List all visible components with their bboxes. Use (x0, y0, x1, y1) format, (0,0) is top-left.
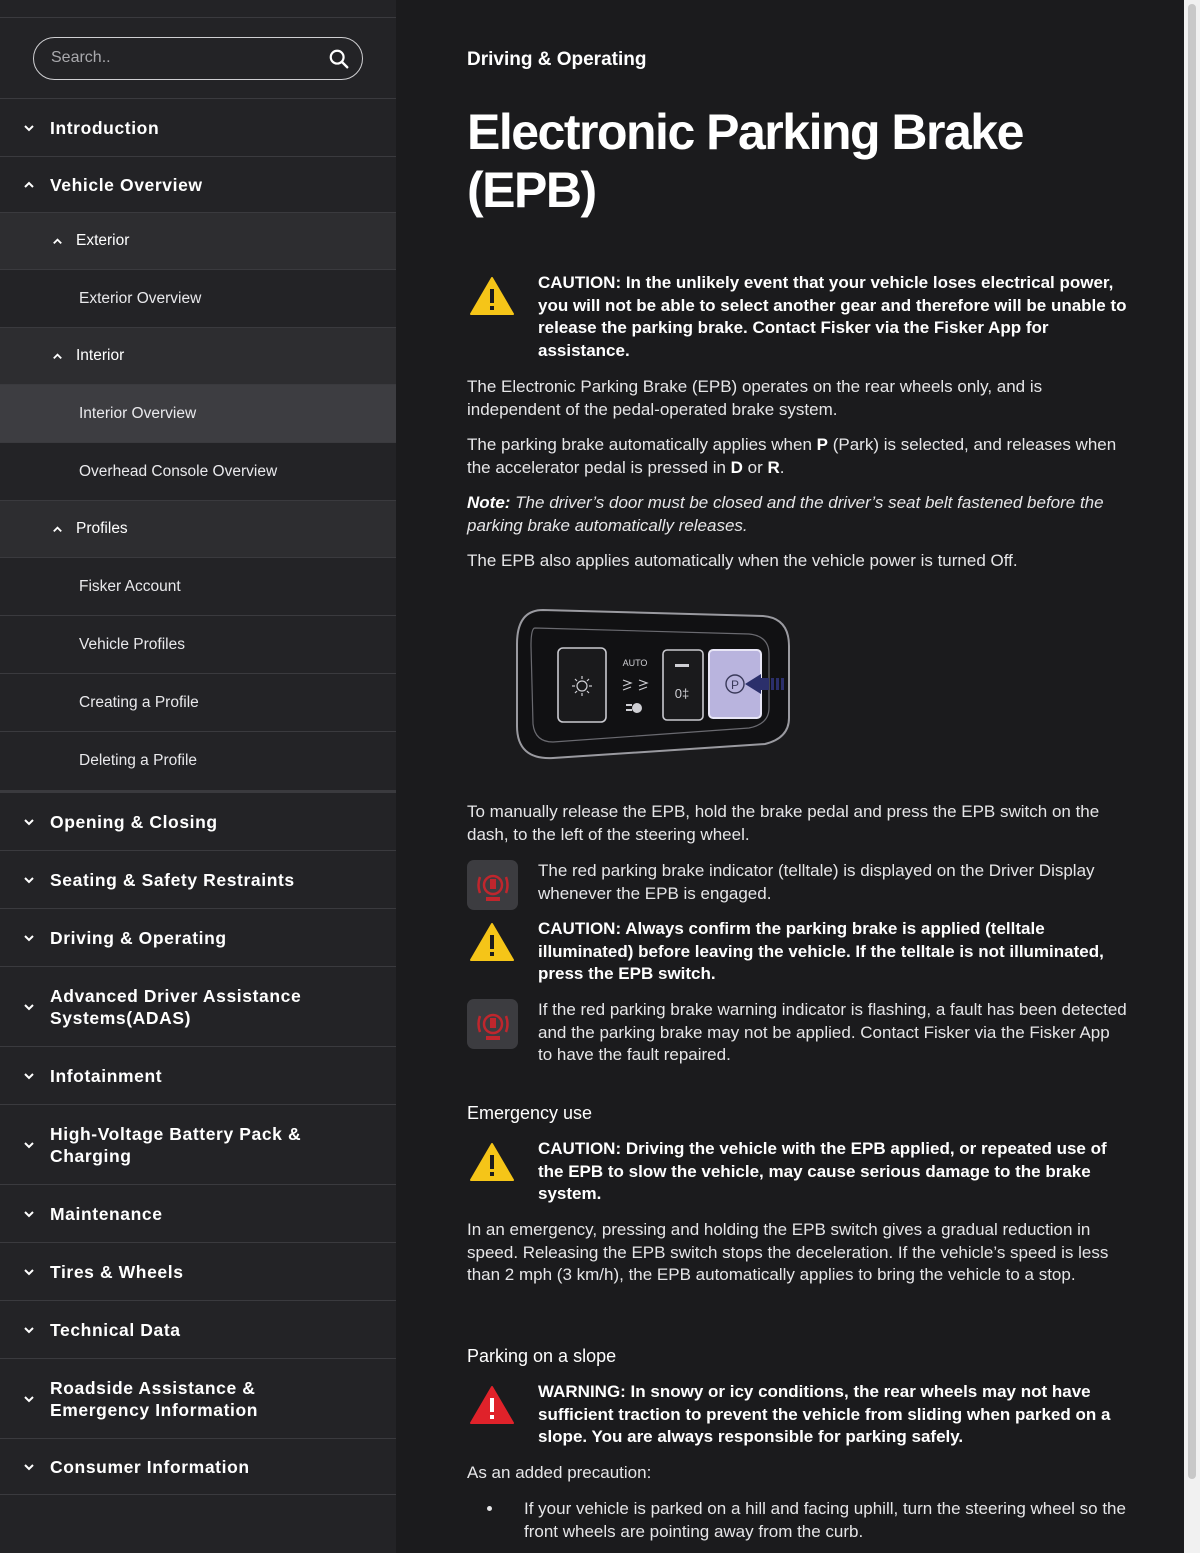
parking-brake-telltale-icon (467, 999, 518, 1049)
text-run: The parking brake automatically applies when (467, 435, 817, 454)
sidebar-item-label: Deleting a Profile (79, 752, 198, 769)
note-label: Note: (467, 493, 511, 512)
paragraph: The EPB also applies automatically when the vehicle power is turned Off. (467, 551, 1018, 570)
sidebar-item-label (50, 985, 301, 1029)
sidebar-item-label-line2: Charging (50, 1145, 132, 1166)
chevron-down-icon (22, 1138, 36, 1152)
sidebar-item-label-line2: Systems(ADAS) (50, 1007, 192, 1028)
sidebar-item-label: Opening & Closing (50, 811, 218, 832)
chevron-down-icon (22, 1069, 36, 1083)
caution-text: CAUTION: In the unlikely event that your vehicle loses electrical power, you will not be able to select another gear and therefore will be unable to release the parking brake. Contact Fisker via the Fisker App for assistance. (538, 273, 1127, 360)
text-run: . (779, 457, 785, 477)
sidebar-item-hv-battery-charging[interactable] (0, 1105, 396, 1185)
sidebar-item-label: Fisker Account (79, 577, 181, 595)
sidebar-item-opening-closing[interactable] (0, 793, 396, 851)
section-heading-emergency: Emergency use (467, 1103, 593, 1123)
sidebar-item-profiles[interactable] (0, 501, 396, 558)
note-paragraph (467, 492, 1129, 537)
sidebar-item-creating-a-profile[interactable] (0, 674, 396, 732)
sidebar-item-tires-wheels[interactable] (0, 1243, 396, 1301)
note-text: The driver’s door must be closed and the driver’s seat belt fastened before the parking brake automatically releases. (467, 493, 1104, 535)
sidebar-item-label: Vehicle Overview (50, 174, 203, 195)
sidebar-item-fisker-account[interactable] (0, 558, 396, 616)
chevron-down-icon (22, 931, 36, 945)
sidebar-item-label: Exterior (76, 232, 130, 249)
chevron-down-icon (22, 1323, 36, 1337)
paragraph: To manually release the EPB, hold the brake pedal and press the EPB switch on the dash, to the left of the steering wheel. (467, 802, 1100, 844)
search-area (0, 18, 396, 99)
page-title-line1: Electronic Parking Brake (467, 104, 1023, 160)
sidebar-item-consumer-information[interactable] (0, 1439, 396, 1495)
sidebar-item-maintenance[interactable] (0, 1185, 396, 1243)
page-title-line2: (EPB) (467, 162, 596, 218)
sidebar-item-label: Creating a Profile (79, 693, 199, 711)
sidebar-item-introduction[interactable] (0, 99, 396, 157)
scrollbar-thumb[interactable] (1188, 4, 1196, 1479)
telltale-text: The red parking brake indicator (telltale) is displayed on the Driver Display whenever the EPB is engaged. (538, 861, 1095, 903)
sidebar-item-label: Maintenance (50, 1203, 163, 1224)
rear-fog-icon: 0‡ (674, 686, 690, 701)
epb-switch-illustration (513, 606, 797, 764)
breadcrumb[interactable]: Driving & Operating (467, 49, 647, 70)
chevron-down-icon (22, 121, 36, 135)
paragraph: In an emergency, pressing and holding the EPB switch gives a gradual reduction in speed. Releasing the EPB switch stops the deceleration. If the vehicle’s speed is less than 2 mph (3 km/h), the EPB automatically applies to bring the vehicle to a stop. (467, 1220, 1109, 1284)
caution-triangle-icon (469, 922, 515, 962)
sidebar-item-infotainment[interactable] (0, 1047, 396, 1105)
chevron-down-icon (22, 815, 36, 829)
search-input[interactable] (34, 38, 304, 78)
sidebar-item-label: Overhead Console Overview (79, 462, 278, 480)
gear-p: P (816, 435, 828, 454)
sidebar-item-label: Exterior Overview (79, 289, 202, 307)
sidebar-item-seating-safety[interactable] (0, 851, 396, 909)
caution-text: CAUTION: Always confirm the parking brake is applied (telltale illuminated) before leaving the vehicle. If the telltale is not illuminated, press the EPB switch. (538, 919, 1104, 983)
list-item: If your vehicle is parked on a hill and facing uphill, turn the steering wheel so the front wheels are pointing away from the curb. (524, 1499, 1126, 1541)
sidebar-item-label: Technical Data (50, 1319, 181, 1340)
search-icon[interactable] (328, 48, 350, 70)
sidebar-item-label-line1: High-Voltage Battery Pack & (50, 1123, 302, 1144)
gear-r: R (767, 457, 780, 477)
bullet-dot (487, 1506, 492, 1511)
chevron-down-icon (22, 1265, 36, 1279)
sidebar-item-label: Introduction (50, 117, 160, 138)
sidebar-item-overhead-console-overview[interactable] (0, 443, 396, 501)
sidebar-item-exterior-overview[interactable] (0, 270, 396, 328)
sidebar-item-label-line1: Advanced Driver Assistance (50, 985, 302, 1006)
chevron-up-icon (51, 235, 64, 248)
sidebar-item-label: Interior (76, 347, 125, 364)
sidebar-item-label: Seating & Safety Restraints (50, 869, 295, 890)
caution-triangle-icon (469, 276, 515, 316)
sidebar-item-adas[interactable] (0, 967, 396, 1047)
section-heading-slope: Parking on a slope (467, 1346, 617, 1366)
scrollbar[interactable] (1184, 0, 1200, 1553)
sidebar-item-vehicle-overview[interactable] (0, 157, 396, 213)
sidebar-item-driving-operating[interactable] (0, 909, 396, 967)
sidebar-item-label: Interior Overview (79, 404, 197, 422)
sidebar-item-technical-data[interactable] (0, 1301, 396, 1359)
sidebar-item-label: Profiles (76, 520, 128, 537)
text-run: or (742, 457, 768, 477)
auto-label: AUTO (622, 658, 648, 668)
telltale-text: If the red parking brake warning indicator is flashing, a fault has been detected and the parking brake may not be applied. Contact Fisker via the Fisker App to have the fault repaired. (538, 1000, 1127, 1064)
sidebar-item-label-line1: Roadside Assistance & (50, 1377, 256, 1398)
chevron-up-icon (51, 523, 64, 536)
chevron-down-icon (22, 1460, 36, 1474)
sidebar-item-label: Vehicle Profiles (79, 635, 185, 653)
sidebar-item-interior-overview[interactable] (0, 385, 396, 443)
warning-triangle-icon (469, 1385, 515, 1425)
sidebar-item-vehicle-profiles[interactable] (0, 616, 396, 674)
parking-p-glyph: P (730, 678, 740, 692)
chevron-down-icon (22, 1392, 36, 1406)
sidebar-item-label (50, 1377, 258, 1421)
page-title (467, 103, 1087, 219)
paragraph (467, 434, 1129, 479)
parking-brake-telltale-icon (467, 860, 518, 910)
chevron-down-icon (22, 873, 36, 887)
sidebar-item-roadside-assistance[interactable] (0, 1359, 396, 1439)
gear-d: D (730, 457, 743, 477)
caution-text: CAUTION: Driving the vehicle with the EPB applied, or repeated use of the EPB to slow the vehicle, may cause serious damage to the brake system. (538, 1139, 1107, 1203)
warning-text: WARNING: In snowy or icy conditions, the rear wheels may not have sufficient traction to prevent the vehicle from sliding when parked on a slope. You are always responsible for parking safely. (538, 1382, 1111, 1446)
sidebar-top-divider (0, 0, 396, 18)
paragraph: The Electronic Parking Brake (EPB) operates on the rear wheels only, and is independent of the pedal-operated brake system. (467, 377, 1043, 419)
sidebar-item-interior[interactable] (0, 328, 396, 385)
sidebar-item-exterior[interactable] (0, 213, 396, 270)
main-content (396, 0, 1184, 1553)
sidebar-nav (0, 0, 396, 1553)
sidebar-item-label: Tires & Wheels (50, 1261, 184, 1282)
caution-triangle-icon (469, 1142, 515, 1182)
sidebar-item-label (50, 1123, 301, 1167)
chevron-down-icon (22, 1000, 36, 1014)
search-box[interactable] (33, 37, 363, 80)
text-run: (Park) is selected, and releases when the accelerator pedal is pressed in (467, 435, 1117, 477)
sidebar-item-label: Infotainment (50, 1065, 163, 1086)
chevron-up-icon (22, 178, 36, 192)
paragraph: As an added precaution: (467, 1463, 652, 1482)
sidebar-item-label-line2: Emergency Information (50, 1399, 259, 1420)
sidebar-item-deleting-a-profile[interactable] (0, 732, 396, 793)
sidebar-item-label: Driving & Operating (50, 927, 227, 948)
sidebar-item-label: Consumer Information (50, 1456, 250, 1477)
chevron-down-icon (22, 1207, 36, 1221)
chevron-up-icon (51, 350, 64, 363)
